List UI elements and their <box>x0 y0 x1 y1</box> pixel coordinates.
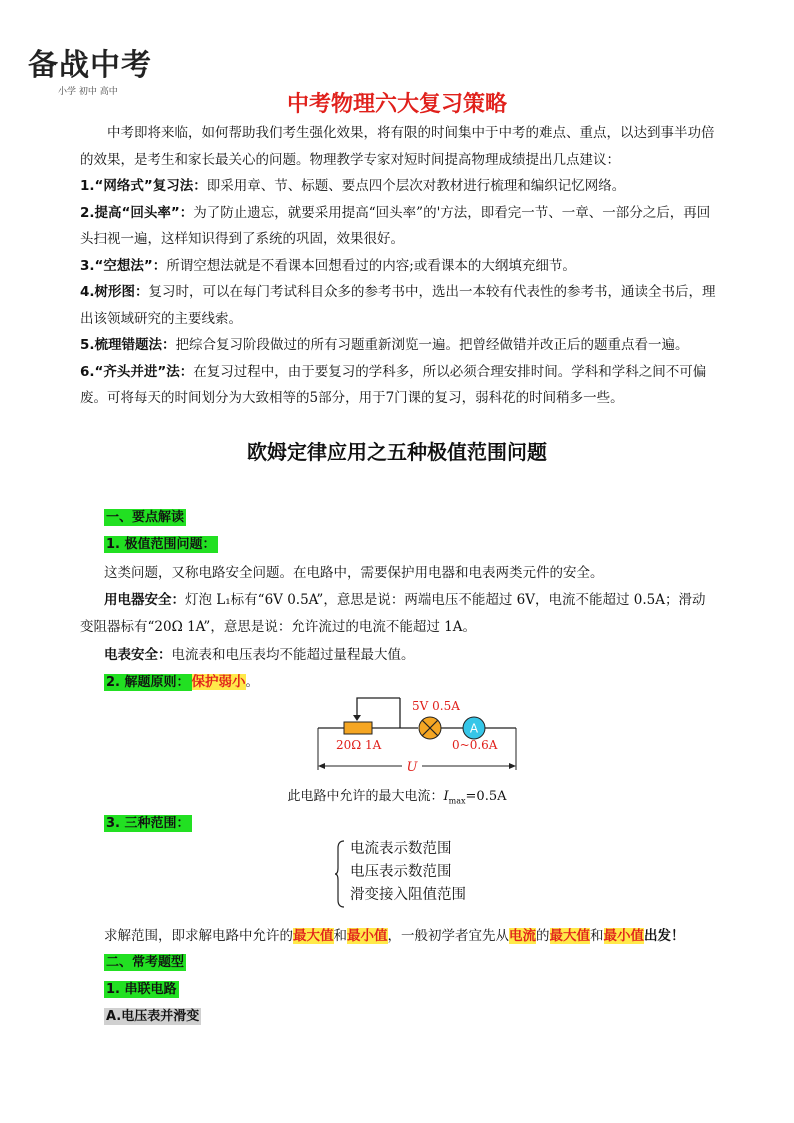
section-heading-2: 二、常考题型 <box>106 955 185 970</box>
lamp-label: 5V 0.5A <box>412 699 460 713</box>
strategy-item: 2.提高“回头率”：为了防止遗忘，就要采用提高“回头率”的'方法，即看完一节、一章、一部分之后，再回头扫视一遍，这样知识得到了系统的巩固，效果很好。 <box>80 204 711 247</box>
voltage-label: U <box>406 760 418 775</box>
text-line: 用电器安全：灯泡 L₁标有“6V 0.5A”，意思是说：两端电压不能超过 6V，电流不能超过 0.5A；滑动 <box>104 592 706 608</box>
text-line: 电表安全：电流表和电压表均不能超过量程最大值。 <box>104 647 415 663</box>
page-title: 中考物理六大复习策略 <box>286 92 507 117</box>
list-item: 电流表示数范围 <box>350 841 452 857</box>
rheostat-label: 20Ω 1A <box>336 738 382 752</box>
ammeter-range-label: 0~0.6A <box>452 738 498 752</box>
slider-arrow <box>353 715 361 721</box>
strategy-item: 1.“网络式”复习法：即采用章、节、标题、要点四个层次对教材进行梳理和编织记忆网络。 <box>80 178 626 194</box>
strategy-item: 3.“空想法”：所谓空想法就是不看课本回想看过的内容;或看课本的大纲填充细节。 <box>80 257 576 274</box>
circuit-diagram <box>300 690 540 780</box>
list-item: 滑变接入阻值范围 <box>350 887 466 903</box>
strategy-item: 6.“齐头并进”法：在复习过程中，由于要复习的学科多，所以必须合理安排时间。学科和学科之间不可偏废。可将每天的时间划分为大致相等的5部分，用于7门课的复习，弱科花的时间稍多一些。 <box>80 363 707 406</box>
logo-text: 备战中考 <box>28 48 152 83</box>
text-line: 这类问题，又称电路安全问题。在电路中，需要保护用电器和电表两类元件的安全。 <box>104 565 604 581</box>
strategy-item: 5.梳理错题法：把综合复习阶段做过的所有习题重新浏览一遍。把曾经做错并改正后的题重点看一遍。 <box>80 337 689 353</box>
circuit-caption: 此电路中允许的最大电流：$I_{max}=0.5A$ <box>287 789 507 806</box>
slider-arm-wire <box>357 698 372 716</box>
subheading-1: 1. 极值范围问题： <box>106 537 216 552</box>
strategy-item: 4.树形图：复习时，可以在每门考试科目众多的参考书中，选出一本较有代表性的参考书，通读全书后，理出该领域研究的主要线索。 <box>80 284 716 327</box>
range-list <box>340 838 466 907</box>
arrow-head <box>509 763 516 769</box>
conclusion-line: 求解范围，即求解电路中允许的最大值和最小值，一般初学者宜先从电流的最大值和最小值出发！ <box>104 928 685 944</box>
arrow-head <box>318 763 325 769</box>
principle-highlight: 保护弱小 <box>191 674 246 690</box>
ammeter-letter: A <box>469 721 479 736</box>
text-line: 变阻器标有“20Ω 1A”，意思是说：允许流过的电流不能超过 1A。 <box>80 619 476 635</box>
logo-subtitle: 小学 初中 高中 <box>58 87 118 97</box>
subheading-2: 2. 解题原则： <box>106 675 190 690</box>
strategies-block <box>80 120 720 412</box>
subheading-3: 3. 三种范围： <box>106 816 190 831</box>
section-heading-1: 一、要点解读 <box>106 510 185 525</box>
rheostat-symbol <box>344 722 372 734</box>
intro-paragraph: 中考即将来临，如何帮助我们考生强化效果，将有限的时间集中于中考的难点、重点，以达到事半功倍的效果，是考生和家长最关心的问题。物理教学专家对短时间提高物理成绩提出几点建议： <box>80 125 715 168</box>
subheading-5: A.电压表并滑变 <box>106 1009 200 1024</box>
subheading-4: 1. 串联电路 <box>106 982 177 997</box>
list-item: 电压表示数范围 <box>350 864 452 880</box>
section-title: 欧姆定律应用之五种极值范围问题 <box>247 440 547 464</box>
